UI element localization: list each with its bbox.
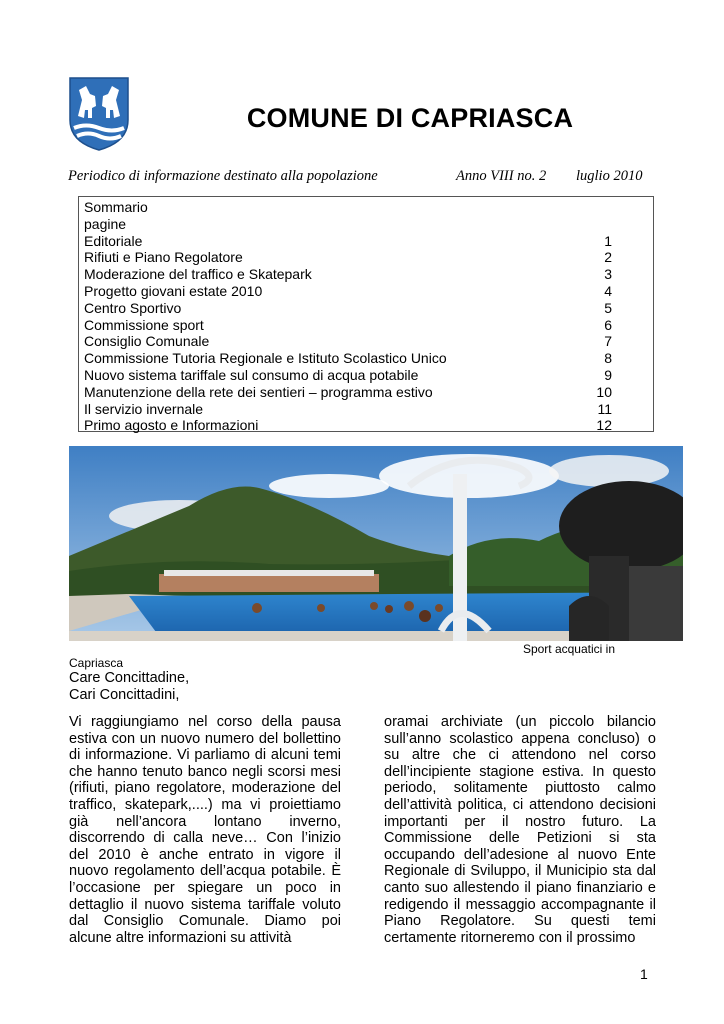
toc-row — [84, 333, 649, 350]
toc-item-page: 1 — [604, 232, 612, 249]
toc-item-title: Manutenzione della rete dei sentieri – programma estivo — [84, 383, 433, 400]
greeting — [69, 670, 189, 704]
toc-item-title: Nuovo sistema tariffale sul consumo di acqua potabile — [84, 366, 419, 383]
toc-row — [84, 317, 649, 334]
toc-item-page: 11 — [597, 400, 612, 417]
greeting-line: Care Concittadine, — [69, 670, 190, 686]
toc-item-title: Il servizio invernale — [84, 400, 204, 417]
photo-caption-location: Capriasca — [69, 656, 124, 670]
toc-heading: Sommario — [84, 199, 148, 215]
toc-item-title: Commissione Tutoria Regionale e Istituto Scolastico Unico — [84, 350, 447, 367]
toc-row — [84, 266, 649, 283]
toc-item-page: 12 — [596, 417, 612, 434]
body-column-right: oramai archiviate (un piccolo bilancio sull’anno scolastico appena concluso) o su altre che ci attendono nel corso dell’incipiente stagione estiva. In questo periodo, solitamente piuttosto calmo dell’attività politica, ci attendono decisioni importanti per il nostro futuro. La Commissione delle Petizioni si sta occupando dell’adesione al nuovo Ente Regionale di Sviluppo, il Municipio sta dal canto suo allestendo il piano finanziario e redigendo il messaggio accompagnante il Piano Regolatore. Su questi temi certamente ritorneremo con il prossimo — [384, 714, 656, 946]
toc-item-title: Progetto giovani estate 2010 — [84, 282, 263, 299]
toc-item-page: 4 — [604, 282, 612, 299]
toc-item-page: 7 — [604, 333, 612, 350]
toc-item-page: 9 — [604, 366, 612, 383]
toc-row — [84, 350, 649, 367]
toc-pages-label: pagine — [84, 215, 127, 232]
periodical-subtitle: Periodico di informazione destinato alla popolazione — [68, 168, 378, 184]
toc-item-title: Moderazione del traffico e Skatepark — [84, 266, 312, 283]
toc-item-page: 3 — [604, 266, 612, 283]
toc-item-page: 10 — [596, 383, 612, 400]
pool-photo — [69, 446, 683, 641]
coat-of-arms-icon — [68, 76, 130, 152]
toc-row — [84, 283, 649, 300]
toc-row — [84, 367, 649, 384]
toc-row — [84, 384, 649, 401]
issue-number: Anno VIII no. 2 — [456, 168, 547, 184]
toc-item-page: 6 — [604, 316, 612, 333]
toc-row — [84, 417, 649, 434]
toc-item-page: 2 — [604, 249, 612, 266]
toc-row — [84, 401, 649, 418]
page-number: 1 — [640, 966, 648, 982]
table-of-contents — [78, 196, 654, 432]
toc-row — [84, 249, 649, 266]
toc-item-title: Rifiuti e Piano Regolatore — [84, 249, 243, 266]
toc-item-page: 8 — [604, 350, 612, 367]
toc-item-title: Primo agosto e Informazioni — [84, 417, 259, 434]
toc-item-page: 5 — [604, 299, 612, 316]
issue-date: luglio 2010 — [576, 168, 643, 184]
greeting-line: Cari Concittadini, — [69, 687, 180, 703]
photo-caption: Sport acquatici in — [522, 642, 615, 656]
toc-item-title: Centro Sportivo — [84, 299, 182, 316]
toc-item-title: Commissione sport — [84, 316, 204, 333]
toc-item-title: Consiglio Comunale — [84, 333, 210, 350]
page-title: COMUNE DI CAPRIASCA — [246, 103, 574, 133]
body-column-left: Vi raggiungiamo nel corso della pausa estiva con un nuovo numero del bollettino di informazione. Vi parliamo di alcuni temi che hanno tenuto banco negli scorsi mesi (rifiuti, piano regolatore, moderazione del traffico, skatepark,....) ma vi proiettiamo già nell’ancora lontano inverno, discorrendo di calla neve… Con l’inizio del 2010 è anche entrato in vigore il nuovo regolamento dell’acqua potabile. È l’occasione per spiegare un poco in dettaglio il nuovo sistema tariffale voluto dal Consiglio Comunale. Diamo poi alcune altre informazioni su attività — [69, 714, 341, 946]
toc-item-title: Editoriale — [84, 232, 143, 249]
toc-row — [84, 300, 649, 317]
toc-row — [84, 233, 649, 250]
